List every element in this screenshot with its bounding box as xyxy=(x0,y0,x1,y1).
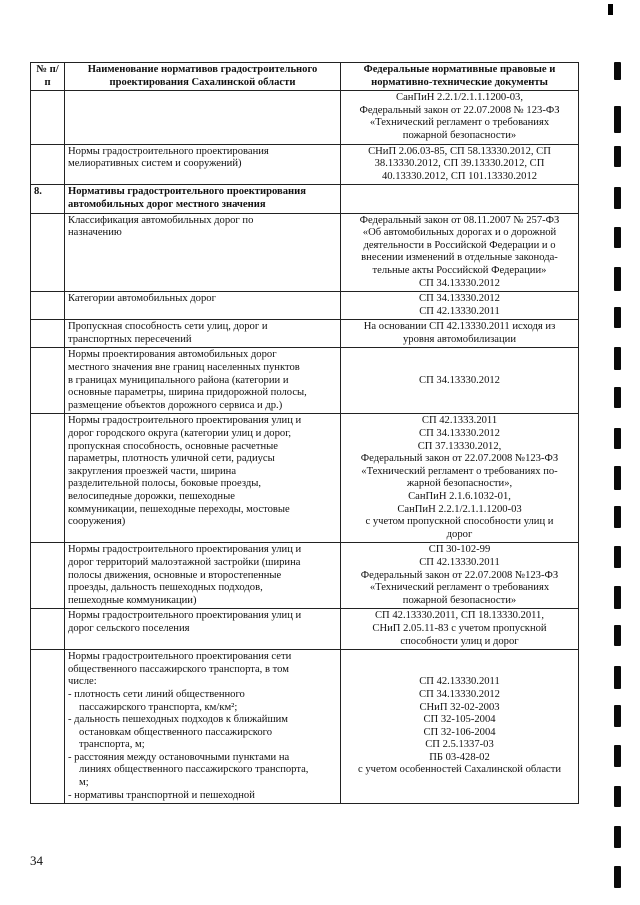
document-line: деятельности в Российской Федерации и о xyxy=(363,239,556,251)
document-line: с учетом особенностей Сахалинской области xyxy=(357,764,562,776)
document-line: СНиП 2.05.11-83 с учетом пропускной xyxy=(372,622,547,634)
row-name xyxy=(65,348,341,414)
row-number xyxy=(31,292,65,320)
table-body xyxy=(31,91,579,804)
document-line: СП 42.13330.2011 xyxy=(419,676,500,688)
name-line: дорог сельского поселения xyxy=(68,622,190,634)
table-row xyxy=(31,91,579,144)
name-line: пассажирского транспорта, км/км²; xyxy=(79,701,238,713)
row-documents xyxy=(341,91,579,144)
document-line: СанПиН 2.2.1/2.1.1.1200-03 xyxy=(397,503,522,515)
document-line: «Технический регламент о требованиях xyxy=(369,582,550,594)
name-line: Нормы градостроительного проектирования улиц и xyxy=(68,544,302,556)
document-line: СНиП 2.06.03-85, СП 58.13330.2012, СП xyxy=(368,145,551,157)
table-header-row xyxy=(31,63,579,91)
row-number: 8. xyxy=(31,185,65,213)
row-name xyxy=(65,414,341,543)
document-line: «Об автомобильных дорогах и о дорожной xyxy=(362,227,557,239)
scan-mark xyxy=(608,4,613,15)
header-name: Наименование нормативов градостроительного проектирования Сахалинской области xyxy=(65,63,341,91)
document-line: СП 34.13330.2012 xyxy=(419,688,500,700)
row-documents xyxy=(341,650,579,804)
row-number xyxy=(31,348,65,414)
row-documents xyxy=(341,414,579,543)
document-line: СП 42.13330.2011 xyxy=(419,305,500,317)
header-docs: Федеральные нормативные правовые и нормативно-технические документы xyxy=(341,63,579,91)
table-row xyxy=(31,144,579,185)
row-name xyxy=(65,543,341,609)
row-documents xyxy=(341,543,579,609)
document-line: 40.13330.2012, СП 101.13330.2012 xyxy=(381,170,538,182)
regulations-table xyxy=(30,62,579,804)
name-line: остановкам общественного пассажирского xyxy=(79,726,273,738)
row-documents xyxy=(341,348,579,414)
name-line: проезды, дальность пешеходных подходов, xyxy=(68,582,263,594)
table-row xyxy=(31,609,579,650)
table-row xyxy=(31,543,579,609)
name-line: Нормы градостроительного проектирования улиц и xyxy=(68,415,302,427)
row-name xyxy=(65,292,341,320)
name-line: транспортных пересечений xyxy=(68,333,192,345)
table-row xyxy=(31,414,579,543)
row-number xyxy=(31,213,65,292)
table-row xyxy=(31,650,579,804)
header-num: № п/п xyxy=(31,63,65,91)
name-line: размещение объектов дорожного сервиса и др.) xyxy=(68,399,283,411)
document-line: с учетом пропускной способности улиц и xyxy=(365,516,554,528)
document-line: СП 30-102-99 xyxy=(428,544,491,556)
row-documents xyxy=(341,144,579,185)
document-line: СП 32-106-2004 xyxy=(423,726,496,738)
row-number xyxy=(31,543,65,609)
document-line: способности улиц и дорог xyxy=(400,635,519,647)
document-line: Федеральный закон от 08.11.2007 № 257-ФЗ xyxy=(359,214,560,226)
row-name xyxy=(65,320,341,348)
document-line: внесении изменений в отдельные законода- xyxy=(361,252,558,264)
document-line: СанПиН 2.2.1/2.1.1.1200-03, xyxy=(396,92,523,104)
document-line: СП 37.13330.2012, xyxy=(417,440,502,452)
table-row xyxy=(31,348,579,414)
row-documents xyxy=(341,609,579,650)
table-row xyxy=(31,292,579,320)
document-line: дорог xyxy=(446,528,473,540)
name-line: дорог территорий малоэтажной застройки (ширина xyxy=(68,556,301,568)
document-line: СП 42.13330.2011, СП 18.13330.2011, xyxy=(374,610,544,622)
document-line: СНиП 32-02-2003 xyxy=(419,701,500,713)
document-line: Федеральный закон от 22.07.2008 № 123-ФЗ xyxy=(359,104,560,116)
document-line: СП 42.1333.2011 xyxy=(421,415,498,427)
name-line: мелиоративных систем и сооружений) xyxy=(68,158,242,170)
document-line: СанПиН 2.1.6.1032-01, xyxy=(408,491,511,502)
table-row xyxy=(31,213,579,292)
name-line: закругления проезжей части, ширина xyxy=(68,465,237,477)
row-number xyxy=(31,144,65,185)
name-line: м; xyxy=(79,777,89,789)
row-documents xyxy=(341,213,579,292)
row-name xyxy=(65,91,341,144)
document-line: Федеральный закон от 22.07.2008 №123-ФЗ xyxy=(360,453,559,465)
table-row xyxy=(31,185,579,213)
name-line: общественного пассажирского транспорта, в том xyxy=(68,663,289,675)
document-line: СП 42.13330.2011 xyxy=(419,556,500,568)
row-name xyxy=(65,650,341,804)
row-number xyxy=(31,414,65,543)
name-line: пешеходные коммуникации) xyxy=(68,594,197,606)
row-name xyxy=(65,609,341,650)
name-line: сооружения) xyxy=(68,516,126,528)
name-line: автомобильных дорог местного значения xyxy=(68,198,266,210)
document-line: СП 32-105-2004 xyxy=(423,714,496,726)
document-line: «Технический регламент о требованиях xyxy=(369,117,550,129)
name-line: Нормы проектирования автомобильных дорог xyxy=(68,349,277,361)
document-line: ПБ 03-428-02 xyxy=(429,751,490,763)
document-line: СП 34.13330.2012 xyxy=(419,428,500,440)
name-line: - плотность сети линий общественного xyxy=(68,688,245,700)
name-line: пропускная способность, основные расчетные xyxy=(68,440,278,452)
name-line: разделительной полосы, боковые проезды, xyxy=(68,478,261,490)
document-line: пожарной безопасности» xyxy=(402,129,517,141)
name-line: Классификация автомобильных дорог по xyxy=(68,214,254,226)
row-documents xyxy=(341,320,579,348)
row-documents xyxy=(341,292,579,320)
row-number xyxy=(31,609,65,650)
row-documents xyxy=(341,185,579,213)
document-line: СП 2.5.1337-03 xyxy=(425,739,494,751)
document-line: уровня автомобилизации xyxy=(402,333,517,345)
document-line: «Технический регламент о требованиях по- xyxy=(361,465,558,477)
row-name xyxy=(65,144,341,185)
document-line: СП 34.13330.2012 xyxy=(419,374,500,386)
name-line: - расстояния между остановочными пунктами на xyxy=(68,751,290,763)
document-line: Федеральный закон от 22.07.2008 №123-ФЗ xyxy=(360,569,559,581)
name-line: Нормы градостроительного проектирования сети xyxy=(68,651,292,663)
page-number: 34 xyxy=(30,853,43,868)
name-line: Пропускная способность сети улиц, дорог и xyxy=(68,321,268,333)
name-line: коммуникации, пешеходные переходы, мостовые xyxy=(68,503,290,515)
document-line: СП 34.13330.2012 xyxy=(419,293,500,305)
document-line: 38.13330.2012, СП 39.13330.2012, СП xyxy=(374,158,545,170)
document-line: СП 34.13330.2012 xyxy=(419,277,500,289)
row-name xyxy=(65,213,341,292)
table-row xyxy=(31,320,579,348)
document-line: пожарной безопасности» xyxy=(402,594,517,606)
name-line: Категории автомобильных дорог xyxy=(68,293,216,305)
name-line: в границах муниципального района (категории и xyxy=(68,374,289,386)
name-line: Нормативы градостроительного проектирования xyxy=(68,186,306,198)
name-line: основные параметры, ширина придорожной полосы, xyxy=(68,387,307,399)
name-line: дорог городского округа (категории улиц и дорог, xyxy=(68,428,291,440)
name-line: полосы движения, основные и второстепенные xyxy=(68,569,282,581)
name-line: - нормативы транспортной и пешеходной xyxy=(68,789,255,801)
row-name xyxy=(65,185,341,213)
document-line: На основании СП 42.13330.2011 исходя из xyxy=(363,321,556,333)
name-line: транспорта, м; xyxy=(79,739,145,751)
name-line: числе: xyxy=(68,676,97,688)
name-line: местного значения вне границ населенных пунктов xyxy=(68,362,300,374)
name-line: параметры, плотность уличной сети, радиусы xyxy=(68,453,275,465)
name-line: линиях общественного пассажирского транспорта, xyxy=(79,764,309,776)
row-number xyxy=(31,320,65,348)
document-line: жарной безопасности», xyxy=(406,478,513,490)
name-line: Нормы градостроительного проектирования xyxy=(68,145,269,157)
name-line: - дальность пешеходных подходов к ближайшим xyxy=(68,714,288,726)
document-line: тельные акты Российской Федерации» xyxy=(372,264,547,276)
name-line: Нормы градостроительного проектирования улиц и xyxy=(68,610,302,622)
name-line: велосипедные дорожки, пешеходные xyxy=(68,491,235,502)
name-line: назначению xyxy=(68,227,122,239)
row-number xyxy=(31,91,65,144)
row-number xyxy=(31,650,65,804)
